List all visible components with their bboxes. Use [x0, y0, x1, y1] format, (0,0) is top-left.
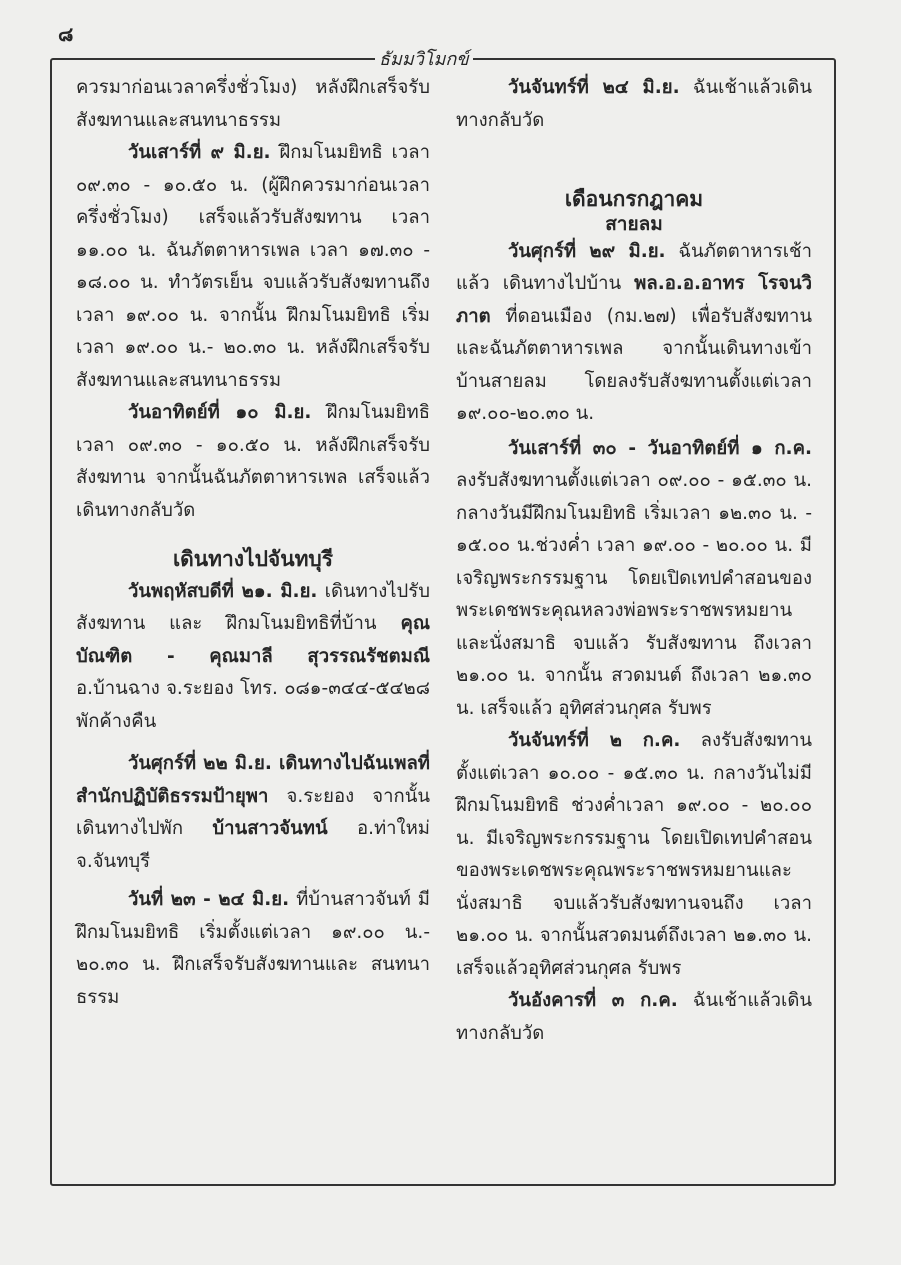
paragraph-text: อ.บ้านฉาง จ.ระยอง โทร. ๐๘๑-๓๔๔-๕๔๒๘ พักค้างคืน [76, 678, 430, 732]
date-label: วันเสาร์ที่ ๓๐ - วันอาทิตย์ที่ ๑ ก.ค. [508, 437, 812, 459]
section-heading: เดินทางไปจันทบุรี [172, 547, 334, 571]
paragraph-text: ที่ดอนเมือง (กม.๒๗) เพื่อรับสังฆทานและฉันภัตตาหารเพล จากนั้นเดินทางเข้าบ้านสายลม โดยลงรับสังฆทานตั้งแต่เวลา ๑๙.๐๐-๒๐.๓๐ น. [456, 305, 812, 424]
date-label: วันที่ ๒๓ - ๒๔ มิ.ย. [128, 889, 290, 910]
place-name: บ้านสาวจันทน์ [212, 818, 328, 839]
section-subheading: สายลม [605, 212, 663, 235]
date-label: วันศุกร์ที่ ๒๒ มิ.ย. เดินทางไปฉันเพลที่สำนักปฏิบัติธรรมป้ายุพา [76, 753, 430, 807]
date-label: วันอาทิตย์ที่ ๑๐ มิ.ย. [128, 402, 312, 423]
paragraph-text: ฝึกมโนมยิทธิ เวลา ๐๙.๓๐ - ๑๐.๕๐ น. หลังฝึกเสร็จรับสังฆทาน จากนั้นฉันภัตตาหารเพล เสร็จแล้วเดินทางกลับวัด [76, 402, 430, 521]
paragraph-text: ลงรับสังฆทาน ตั้งแต่เวลา ๑๐.๐๐ - ๑๕.๓๐ น. กลางวันไม่มีฝึกมโนมยิทธิ ช่วงค่ำเวลา ๑๙.๐๐ - ๒๐.๐๐ น. มีเจริญพระกรรมฐาน โดยเปิดเทปคำสอนของพระเดชพระคุณพระราชพรหมยานและนั่งสมาธิ จบแล้วรับสังฆทานจนถึง เวลา ๒๑.๐๐ น. จากนั้นสวดมนต์ถึงเวลา ๒๑.๓๐ น. เสร็จแล้วอุทิศส่วนกุศล รับพร [456, 730, 812, 979]
paragraph [76, 884, 430, 1014]
paragraph-text: ควรมาก่อนเวลาครึ่งชั่วโมง) หลังฝึกเสร็จรับสังฆทานและสนทนาธรรม [76, 77, 430, 131]
page-number: ๘ [58, 22, 74, 46]
paragraph-text: ฉันเช้าแล้วเดินทางกลับวัด [456, 77, 813, 131]
paragraph-text: อ.ท่าใหม่ จ.จันทบุรี [76, 818, 430, 872]
date-label: วันเสาร์ที่ ๙ มิ.ย. [128, 142, 271, 163]
paragraph-text: ฉันภัตตาหารเช้าแล้ว เดินทางไปบ้าน [456, 240, 813, 294]
date-label: วันพฤหัสบดีที่ ๒๑. มิ.ย. [128, 580, 318, 602]
date-label: วันศุกร์ที่ ๒๙ มิ.ย. [508, 240, 666, 262]
host-name: คุณบัณฑิต - คุณมาลี สุวรรณรัชตมณี [76, 613, 430, 667]
date-label: วันจันทร์ที่ ๒๔ มิ.ย. [508, 77, 680, 98]
paragraph [456, 236, 812, 431]
paragraph-text: ฉันเช้าแล้วเดินทางกลับวัด [456, 990, 813, 1044]
date-label: วันอังคารที่ ๓ ก.ค. [508, 990, 678, 1011]
left-column [76, 72, 430, 1014]
running-header: ธัมมวิโมกข์ [375, 44, 473, 73]
paragraph [456, 985, 812, 1050]
paragraph [456, 725, 812, 985]
paragraph-text: ที่บ้านสาวจันท์ มีฝึกมโนมยิทธิ เริ่มตั้งแต่เวลา ๑๙.๐๐ น.- ๒๐.๓๐ น. ฝึกเสร็จรับสังฆทานและ สนทนาธรรม [76, 889, 430, 1008]
paragraph [456, 72, 812, 137]
host-name: พล.อ.อ.อาทร โรจนวิภาต [456, 273, 812, 327]
paragraph [456, 433, 812, 726]
date-label: วันจันทร์ที่ ๒ ก.ค. [508, 730, 681, 751]
paragraph-text: เดินทางไปรับสังฆทาน และ ฝึกมโนมยิทธิที่บ้าน [76, 580, 430, 634]
paragraph-text: ฝึกมโนมยิทธิ เวลา ๐๙.๓๐ - ๑๐.๕๐ น. (ผู้ฝึกควรมาก่อนเวลาครึ่งชั่วโมง) เสร็จแล้วรับสังฆทาน เวลา ๑๑.๐๐ น. ฉันภัตตาหารเพล เวลา ๑๗.๓๐ - ๑๘.๐๐ น. ทำวัตรเย็น จบแล้วรับสังฆทานถึงเวลา ๑๙.๐๐ น. จากนั้น ฝึกมโนมยิทธิ เริ่มเวลา ๑๙.๐๐ น.- ๒๐.๓๐ น. หลังฝึกเสร็จรับสังฆทานและสนทนาธรรม [76, 142, 430, 391]
paragraph [76, 576, 430, 739]
paragraph [76, 72, 430, 137]
section-heading: เดือนกรกฎาคม [564, 186, 704, 211]
paragraph [76, 137, 430, 397]
paragraph [76, 397, 430, 527]
paragraph-text: ลงรับสังฆทานตั้งแต่เวลา ๐๙.๐๐ - ๑๕.๓๐ น. กลางวันมีฝึกมโนมยิทธิ เริ่มเวลา ๑๒.๓๐ น. - ๑๕.๐๐ น.ช่วงค่ำ เวลา ๑๙.๐๐ - ๒๐.๐๐ น. มีเจริญพระกรรมฐาน โดยเปิดเทปคำสอนของพระเดชพระคุณหลวงพ่อพระราชพรหมยาน และนั่งสมาธิ จบแล้ว รับสังฆทาน ถึงเวลา ๒๑.๐๐ น. จากนั้น สวดมนต์ ถึงเวลา ๒๑.๓๐ น. เสร็จแล้ว อุทิศส่วนกุศล รับพร [456, 470, 812, 719]
paragraph-text: จ.ระยอง จากนั้นเดินทางไปพัก [76, 785, 430, 839]
paragraph [76, 748, 430, 878]
right-column [456, 72, 812, 1050]
